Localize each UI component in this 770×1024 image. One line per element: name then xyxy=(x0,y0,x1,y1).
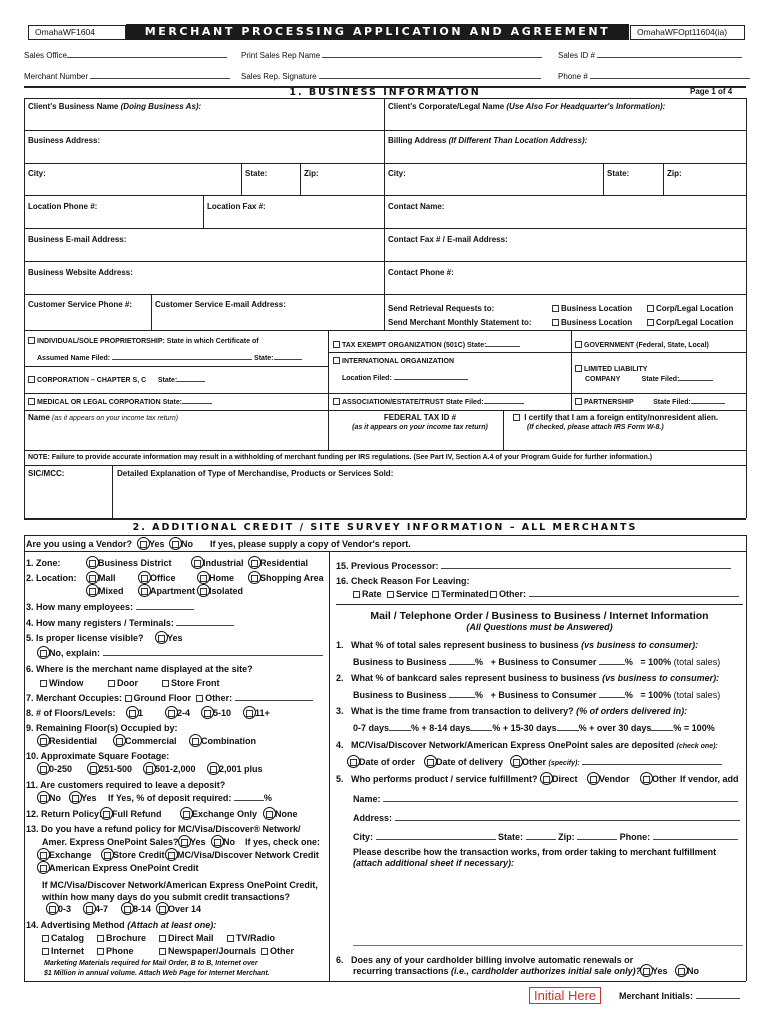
days-over-14[interactable]: Over 14 xyxy=(159,904,201,914)
floors-2-4[interactable]: 2-4 xyxy=(168,708,190,718)
divider xyxy=(603,163,604,195)
business-website-label[interactable]: Business Website Address: xyxy=(28,268,133,277)
checkbox-icon xyxy=(42,935,49,942)
checkbox-icon xyxy=(90,766,97,773)
return-policy-question: 12. Return Policy: xyxy=(26,809,103,819)
customer-service-email-label[interactable]: Customer Service E-mail Address: xyxy=(155,300,286,309)
deposit-no[interactable]: No xyxy=(40,793,61,803)
if-vendor-add: If vendor, add xyxy=(680,774,739,784)
checkbox-icon xyxy=(490,591,497,598)
refund-amex-credit[interactable]: American Express OnePoint Credit xyxy=(40,863,199,873)
mo-question-6: 6. Does any of your cardholder billing involve automatic renewals or xyxy=(336,955,634,965)
sqft-0-250[interactable]: 0-250 xyxy=(40,764,72,774)
checkbox-icon xyxy=(108,680,115,687)
federal-tax-note: (as it appears on your income tax return) xyxy=(352,424,488,431)
checkbox-icon xyxy=(97,935,104,942)
checkbox-icon xyxy=(333,357,340,364)
return-full-refund[interactable]: Full Refund xyxy=(103,809,162,819)
checkbox-icon xyxy=(266,811,273,818)
initial-here-button[interactable]: Initial Here xyxy=(529,987,601,1004)
phone-field[interactable]: Phone # xyxy=(558,72,750,81)
state-label[interactable]: State: xyxy=(245,169,268,178)
adv-newspaper[interactable]: Newspaper/Journals xyxy=(159,946,256,956)
checkbox-icon xyxy=(162,680,169,687)
merchant-number-field[interactable]: Merchant Number xyxy=(24,72,230,81)
retrieval-business-location-checkbox[interactable]: Business Location xyxy=(552,304,632,313)
checkbox-icon xyxy=(72,795,79,802)
center-divider xyxy=(329,551,330,981)
checkbox-icon xyxy=(251,560,258,567)
rule xyxy=(24,330,746,331)
retrieval-corp-location-checkbox[interactable]: Corp/Legal Location xyxy=(647,304,733,313)
mail-order-title: Mail / Telephone Order / Business to Business / Internet Information xyxy=(370,610,709,622)
refund-policy-question-cont: Amer. Express OnePoint Sales? xyxy=(42,837,179,847)
checkbox-icon xyxy=(643,776,650,783)
billing-state-label[interactable]: State: xyxy=(607,169,630,178)
rule xyxy=(571,352,746,353)
checkbox-icon xyxy=(141,575,148,582)
foreign-entity-checkbox[interactable]: I certify that I am a foreign entity/nonresident alien. xyxy=(513,413,718,422)
credit-days-question-cont: within how many days do you submit credit transactions? xyxy=(42,892,291,902)
contact-fax-label[interactable]: Contact Fax # / E-mail Address: xyxy=(388,235,508,244)
checkbox-icon xyxy=(40,852,47,859)
deposit-yes[interactable]: Yes xyxy=(72,793,97,803)
checkbox-icon xyxy=(552,305,559,312)
checkbox-icon xyxy=(49,906,56,913)
checkbox-icon xyxy=(643,968,650,975)
checkbox-icon xyxy=(181,839,188,846)
zone-residential[interactable]: Residential xyxy=(251,558,308,568)
section1-title: 1. BUSINESS INFORMATION xyxy=(289,87,481,98)
sales-office-field[interactable]: Sales Office xyxy=(24,51,227,60)
remaining-floors-question: 9. Remaining Floor(s) Occupied by: xyxy=(26,723,178,733)
checkbox-icon xyxy=(552,319,559,326)
checkbox-icon xyxy=(204,710,211,717)
checkbox-icon xyxy=(214,839,221,846)
adv-phone[interactable]: Phone xyxy=(97,946,134,956)
business-email-label[interactable]: Business E-mail Address: xyxy=(28,235,127,244)
checkbox-icon xyxy=(141,588,148,595)
remaining-residential[interactable]: Residential xyxy=(40,736,97,746)
describe-answer-line[interactable] xyxy=(353,945,743,946)
zone-industrial[interactable]: Industrial xyxy=(194,558,244,568)
checkbox-icon xyxy=(333,398,340,405)
checkbox-icon xyxy=(129,710,136,717)
divider xyxy=(151,294,152,330)
leaving-other[interactable]: Other: xyxy=(490,589,739,599)
location-filed-field[interactable]: Location Filed: xyxy=(342,375,468,382)
checkbox-icon xyxy=(116,738,123,745)
llc-checkbox[interactable]: LIMITED LIABILITY xyxy=(575,365,647,373)
association-checkbox[interactable]: ASSOCIATION/ESTATE/TRUST State Filed: xyxy=(333,398,524,406)
return-exchange-only[interactable]: Exchange Only xyxy=(183,809,257,819)
display-store-front[interactable]: Store Front xyxy=(162,678,220,688)
rule xyxy=(24,261,746,262)
employees-field[interactable]: 3. How many employees: xyxy=(26,602,194,612)
checkbox-icon xyxy=(28,398,35,405)
international-checkbox[interactable]: INTERNATIONAL ORGANIZATION xyxy=(333,357,454,365)
checkbox-icon xyxy=(140,541,147,548)
sales-id-field[interactable]: Sales ID # xyxy=(558,51,742,60)
mo-q1-split-field[interactable]: Business to Business % + Business to Consumer % = 100% (total sales) xyxy=(353,657,721,667)
adv-tv-radio[interactable]: TV/Radio xyxy=(227,933,275,943)
fulfillment-vendor[interactable]: Vendor xyxy=(590,774,630,784)
customer-service-phone-label[interactable]: Customer Service Phone #: xyxy=(28,300,133,309)
deposit-date-of-delivery[interactable]: Date of delivery xyxy=(427,757,503,767)
sqft-2001-plus[interactable]: 2,001 plus xyxy=(210,764,263,774)
sqft-501-2000[interactable]: 501-2,000 xyxy=(146,764,196,774)
billing-city-label[interactable]: City: xyxy=(388,169,406,178)
checkbox-icon xyxy=(28,337,35,344)
rule xyxy=(24,294,746,295)
federal-tax-id-label[interactable]: FEDERAL TAX ID # xyxy=(383,413,457,422)
remaining-commercial[interactable]: Commercial xyxy=(116,736,177,746)
checkbox-icon xyxy=(40,738,47,745)
floors-5-10[interactable]: 5-10 xyxy=(204,708,231,718)
merchant-initials-field[interactable]: Merchant Initials: xyxy=(619,991,740,1001)
print-sales-rep-field[interactable]: Print Sales Rep Name xyxy=(241,51,542,60)
section2-top-rule xyxy=(24,518,746,520)
section2-bottom-rule xyxy=(24,981,746,982)
deposit-date-of-order[interactable]: Date of order xyxy=(350,757,415,767)
form-id-left: OmahaWF1604 xyxy=(28,25,126,40)
corporation-checkbox[interactable]: CORPORATION – CHAPTER S, C State: xyxy=(28,376,205,384)
divider xyxy=(328,330,329,411)
location-apartment[interactable]: Apartment xyxy=(141,586,195,596)
location-home[interactable]: Home xyxy=(200,573,234,583)
individual-checkbox[interactable]: INDIVIDUAL/SOLE PROPRIETORSHIP: State in which Certificate of xyxy=(28,337,259,345)
left-border xyxy=(24,535,25,981)
rule xyxy=(24,366,328,367)
credit-days-question: If MC/Visa/Discover Network/American Express OnePoint Credit, xyxy=(42,880,318,890)
floors-1[interactable]: 1 xyxy=(129,708,143,718)
sqft-251-500[interactable]: 251-500 xyxy=(90,764,132,774)
foreign-entity-note: (If checked, please attach IRS Form W-8.) xyxy=(527,424,664,431)
vendor-city-state-zip-field[interactable]: City: State: Zip: Phone: xyxy=(353,832,738,842)
rule xyxy=(336,604,743,605)
checkbox-icon xyxy=(432,591,439,598)
divider xyxy=(203,195,204,228)
divider xyxy=(241,163,242,195)
adv-catalog[interactable]: Catalog xyxy=(42,933,84,943)
checkbox-icon xyxy=(124,906,131,913)
checkbox-icon xyxy=(543,776,550,783)
checkbox-icon xyxy=(647,319,654,326)
checkbox-icon xyxy=(159,935,166,942)
mo-q2-split-field[interactable]: Business to Business % + Business to Consumer % = 100% (total sales) xyxy=(353,690,721,700)
center-divider xyxy=(384,98,385,330)
irs-note: NOTE: Failure to provide accurate information may result in a withholding of merchant funding per IRS regulations. (See Part IV, Section A.4 of your Program Guide for further information.) xyxy=(28,454,653,461)
page-title: MERCHANT PROCESSING APPLICATION AND AGREEMENT xyxy=(126,24,629,40)
refund-store-credit[interactable]: Store Credit xyxy=(104,850,165,860)
rule xyxy=(24,163,746,164)
checkbox-icon xyxy=(86,906,93,913)
checkbox-icon xyxy=(210,766,217,773)
adv-other[interactable]: Other xyxy=(261,946,294,956)
partnership-checkbox[interactable]: PARTNERSHIP State Filed: xyxy=(575,398,725,406)
display-window[interactable]: Window xyxy=(40,678,83,688)
section2-title-rule xyxy=(24,535,746,536)
checkbox-icon xyxy=(427,759,434,766)
advertising-question: 14. Advertising Method (Attach at least one): xyxy=(26,920,217,930)
divider xyxy=(112,465,113,518)
location-phone-label[interactable]: Location Phone #: xyxy=(28,202,98,211)
mail-order-subtitle: (All Questions must be Answered) xyxy=(466,622,613,632)
checkbox-icon xyxy=(159,948,166,955)
zip-label[interactable]: Zip: xyxy=(304,169,319,178)
checkbox-icon xyxy=(103,811,110,818)
location-office[interactable]: Office xyxy=(141,573,176,583)
checkbox-icon xyxy=(89,560,96,567)
vendor-name-field[interactable]: Name: xyxy=(353,794,738,804)
divider xyxy=(503,410,504,450)
checkbox-icon xyxy=(168,710,175,717)
location-question: 2. Location: xyxy=(26,573,77,583)
checkbox-icon xyxy=(40,680,47,687)
checkbox-icon xyxy=(333,341,340,348)
divider xyxy=(663,163,664,195)
mo-question-1: 1. What % of total sales represent business to business (vs business to consumer): xyxy=(336,640,699,650)
billing-zip-label[interactable]: Zip: xyxy=(667,169,682,178)
if-yes-check-one: If yes, check one: xyxy=(245,837,321,847)
remaining-combination[interactable]: Combination xyxy=(192,736,256,746)
vendor-address-field[interactable]: Address: xyxy=(353,813,740,823)
leaving-reason-question: 16. Check Reason For Leaving: xyxy=(336,576,470,586)
rule xyxy=(24,551,746,552)
checkbox-icon xyxy=(200,575,207,582)
mo-question-4: 4. MC/Visa/Discover Network/American Express OnePoint sales are deposited (check one): xyxy=(336,740,718,750)
government-checkbox[interactable]: GOVERNMENT (Federal, State, Local) xyxy=(575,341,709,349)
location-shopping-area[interactable]: Shopping Area xyxy=(251,573,324,583)
checkbox-icon xyxy=(28,376,35,383)
location-isolated[interactable]: Isolated xyxy=(200,586,243,596)
checkbox-icon xyxy=(40,766,47,773)
checkbox-icon xyxy=(89,575,96,582)
left-border xyxy=(24,98,25,518)
vendor-question: Are you using a Vendor? xyxy=(26,539,133,549)
zone-question: 1. Zone: xyxy=(26,558,61,568)
vendor-no-option[interactable]: No xyxy=(172,539,193,549)
deposit-percent-field[interactable]: If Yes, % of deposit required: % xyxy=(108,793,272,803)
refund-policy-question: 13. Do you have a refund policy for MC/Visa/Discover® Network/ xyxy=(26,824,301,834)
merchant-name-display-question: 6. Where is the merchant name displayed at the site? xyxy=(26,664,253,674)
sic-mcc-label[interactable]: SIC/MCC: xyxy=(28,469,65,478)
mo-question-6-cont: recurring transactions (i.e., cardholder authorizes initial sale only)? xyxy=(353,966,642,976)
registers-field[interactable]: 4. How many registers / Terminals: xyxy=(26,618,234,628)
refund-exchange[interactable]: Exchange xyxy=(40,850,92,860)
section2-title: 2. ADDITIONAL CREDIT / SITE SURVEY INFORMATION – ALL MERCHANTS xyxy=(132,522,638,533)
section1-title-rule xyxy=(24,98,746,99)
refund-no[interactable]: No xyxy=(214,837,235,847)
checkbox-icon xyxy=(42,948,49,955)
checkbox-icon xyxy=(40,650,47,657)
checkbox-icon xyxy=(89,588,96,595)
checkbox-icon xyxy=(513,414,520,421)
assumed-name-field[interactable]: Assumed Name Filed: State: xyxy=(37,355,302,362)
sales-rep-signature-field[interactable]: Sales Rep. Signature xyxy=(241,72,541,81)
tax-exempt-checkbox[interactable]: TAX EXEMPT ORGANIZATION (501C) State: xyxy=(333,341,520,349)
rule xyxy=(24,450,746,451)
rule xyxy=(24,130,746,131)
send-retrieval-label: Send Retrieval Requests to: xyxy=(388,304,495,313)
rule xyxy=(24,228,746,229)
recurring-no[interactable]: No xyxy=(678,966,699,976)
license-yes[interactable]: Yes xyxy=(158,633,183,643)
client-business-name-label[interactable]: Client's Business Name (Doing Business As): xyxy=(28,102,202,111)
right-border xyxy=(746,98,747,518)
vendor-yes-option[interactable]: Yes xyxy=(140,539,165,549)
contact-name-label[interactable]: Contact Name: xyxy=(388,202,445,211)
checkbox-icon xyxy=(40,795,47,802)
checkbox-icon xyxy=(172,541,179,548)
days-0-3[interactable]: 0-3 xyxy=(49,904,71,914)
divider xyxy=(328,410,329,450)
checkbox-icon xyxy=(353,591,360,598)
medical-corporation-checkbox[interactable]: MEDICAL OR LEGAL CORPORATION State: xyxy=(28,398,212,406)
checkbox-icon xyxy=(183,811,190,818)
checkbox-icon xyxy=(387,591,394,598)
adv-direct-mail[interactable]: Direct Mail xyxy=(159,933,214,943)
checkbox-icon xyxy=(575,365,582,372)
checkbox-icon xyxy=(192,738,199,745)
contact-phone-label[interactable]: Contact Phone #: xyxy=(388,268,454,277)
checkbox-icon xyxy=(168,852,175,859)
leaving-terminated[interactable]: Terminated xyxy=(432,589,489,599)
checkbox-icon xyxy=(647,305,654,312)
marketing-note-2: $1 Million in annual volume. Attach Web Page for Internet Merchant. xyxy=(44,970,270,977)
checkbox-icon xyxy=(590,776,597,783)
checkbox-icon xyxy=(246,710,253,717)
mo-question-2: 2. What % of bankcard sales represent business to business (vs business to consumer): xyxy=(336,673,720,683)
checkbox-icon xyxy=(125,695,132,702)
days-4-7[interactable]: 4-7 xyxy=(86,904,108,914)
location-mixed[interactable]: Mixed xyxy=(89,586,124,596)
fulfillment-other[interactable]: Other xyxy=(643,774,676,784)
rule xyxy=(24,393,746,394)
billing-address-label[interactable]: Billing Address (If Different Than Location Address): xyxy=(388,136,588,145)
mo-question-3: 3. What is the time frame from transaction to delivery? (% of orders delivered in): xyxy=(336,706,688,716)
checkbox-icon xyxy=(350,759,357,766)
checkbox-icon xyxy=(575,398,582,405)
right-border xyxy=(746,535,747,981)
checkbox-icon xyxy=(40,865,47,872)
rule xyxy=(24,465,746,466)
license-question: 5. Is proper license visible? xyxy=(26,633,144,643)
adv-internet[interactable]: Internet xyxy=(42,946,84,956)
adv-brochure[interactable]: Brochure xyxy=(97,933,146,943)
describe-transaction-label: Please describe how the transaction works, from order taking to merchant fulfillment xyxy=(353,847,717,857)
previous-processor-field[interactable]: 15. Previous Processor: xyxy=(336,561,731,571)
divider xyxy=(571,330,572,411)
checkbox-icon xyxy=(678,968,685,975)
describe-transaction-note: (attach additional sheet if necessary): xyxy=(353,858,515,868)
floors-question: 8. # of Floors/Levels: xyxy=(26,708,116,718)
checkbox-icon xyxy=(104,852,111,859)
client-corp-name-label[interactable]: Client's Corporate/Legal Name (Use Also For Headquarter's Information): xyxy=(388,102,666,111)
delivery-timeframe-field[interactable]: 0-7 days % + 8-14 days % + 15-30 days % + over 30 days % = 100% xyxy=(353,723,715,733)
days-8-14[interactable]: 8-14 xyxy=(124,904,151,914)
business-address-label[interactable]: Business Address: xyxy=(28,136,101,145)
recurring-yes[interactable]: Yes xyxy=(643,966,668,976)
merchant-occupies-question[interactable]: 7. Merchant Occupies: Ground Floor Other: xyxy=(26,693,313,703)
deposit-other[interactable]: Other (specify): xyxy=(513,757,722,767)
divider xyxy=(300,163,301,195)
square-footage-question: 10. Approximate Square Footage: xyxy=(26,751,170,761)
checkbox-icon xyxy=(97,948,104,955)
refund-mc-visa-credit[interactable]: MC/Visa/Discover Network Credit xyxy=(168,850,319,860)
checkbox-icon xyxy=(200,588,207,595)
name-label[interactable]: Name (as it appears on your income tax return) xyxy=(28,413,179,422)
rule xyxy=(24,195,746,196)
checkbox-icon xyxy=(575,341,582,348)
marketing-note-1: Marketing Materials required for Mail Order, B to B, Internet over xyxy=(44,960,258,967)
form-id-right: OmahaWFOpt11604(ia) xyxy=(630,25,745,40)
leaving-rate[interactable]: Rate xyxy=(353,589,382,599)
checkbox-icon xyxy=(159,906,166,913)
display-door[interactable]: Door xyxy=(108,678,138,688)
refund-yes[interactable]: Yes xyxy=(181,837,206,847)
checkbox-icon xyxy=(158,635,165,642)
checkbox-icon xyxy=(227,935,234,942)
send-statement-label: Send Merchant Monthly Statement to: xyxy=(388,318,532,327)
floors-11-plus[interactable]: 11+ xyxy=(246,708,270,718)
rule xyxy=(328,352,571,353)
checkbox-icon xyxy=(146,766,153,773)
checkbox-icon xyxy=(194,560,201,567)
zone-business-district[interactable]: Business District xyxy=(89,558,172,568)
statement-corp-location-checkbox[interactable]: Corp/Legal Location xyxy=(647,318,733,327)
leaving-service[interactable]: Service xyxy=(387,589,428,599)
checkbox-icon xyxy=(196,695,203,702)
llc-state-filed-field[interactable]: COMPANY State Filed: xyxy=(585,376,713,383)
city-label[interactable]: City: xyxy=(28,169,46,178)
location-fax-label[interactable]: Location Fax #: xyxy=(207,202,266,211)
checkbox-icon xyxy=(513,759,520,766)
return-none[interactable]: None xyxy=(266,809,298,819)
license-no-explain[interactable]: No, explain: xyxy=(40,648,323,658)
vendor-note: If yes, please supply a copy of Vendor's report. xyxy=(210,539,411,549)
rule xyxy=(24,410,746,411)
deposit-question: 11. Are customers required to leave a deposit? xyxy=(26,780,226,790)
merchandise-explanation-label[interactable]: Detailed Explanation of Type of Merchandise, Products or Services Sold: xyxy=(117,469,394,478)
page-number: Page 1 of 4 xyxy=(690,87,733,96)
checkbox-icon xyxy=(261,948,268,955)
checkbox-icon xyxy=(251,575,258,582)
location-mall[interactable]: Mall xyxy=(89,573,116,583)
mo-question-5: 5. Who performs product / service fulfillment? xyxy=(336,774,538,784)
fulfillment-direct[interactable]: Direct xyxy=(543,774,578,784)
statement-business-location-checkbox[interactable]: Business Location xyxy=(552,318,632,327)
